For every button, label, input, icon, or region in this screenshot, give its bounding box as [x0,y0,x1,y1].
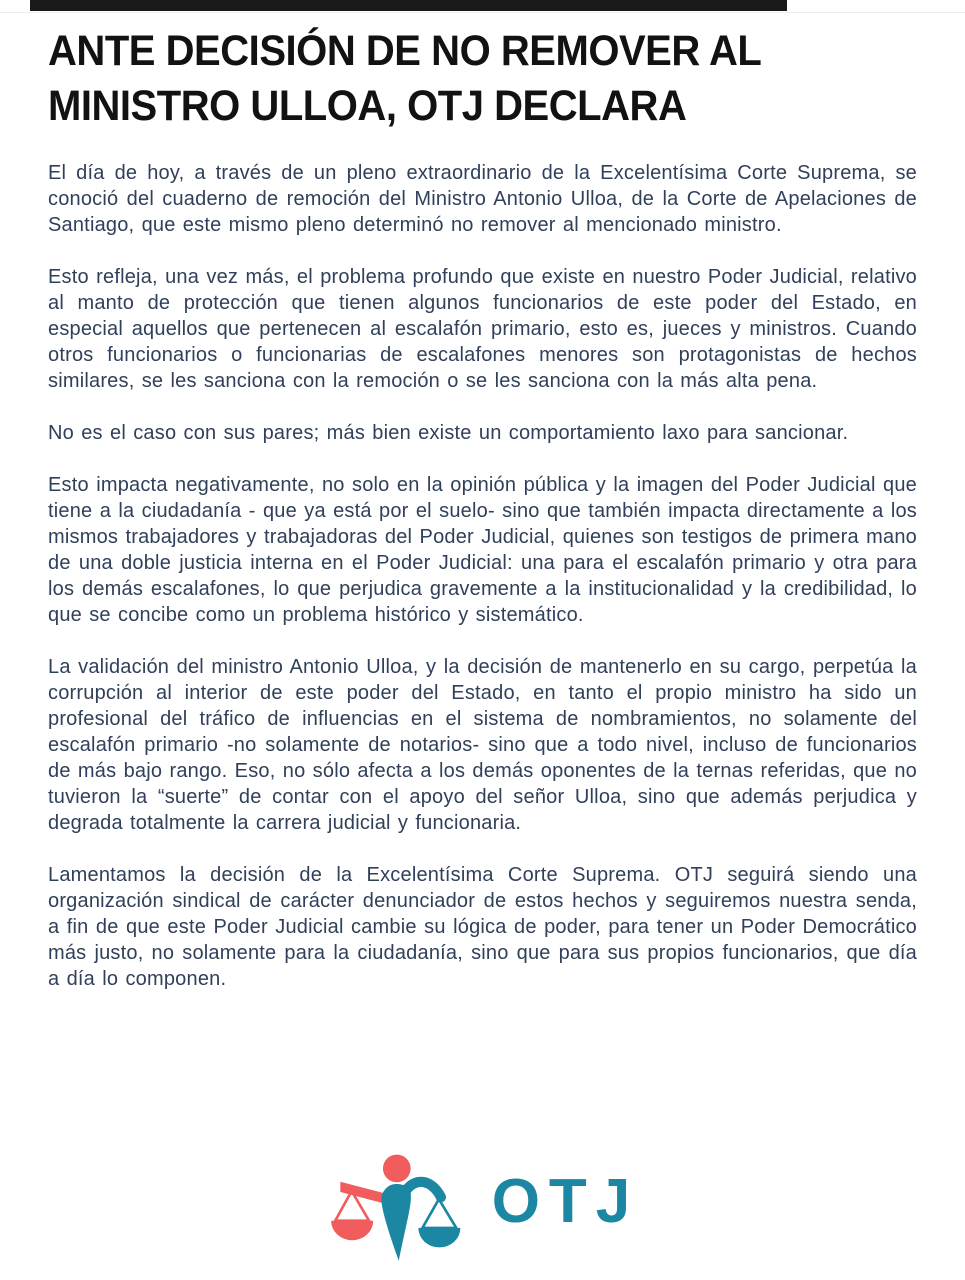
top-hairline-divider [0,12,965,13]
paragraph-5: La validación del ministro Antonio Ulloa, y la decisión de mantenerlo en su cargo, perpetúa la corrupción al interior de este poder del Estado, en tanto el propio ministro ha sido un profesional del tráfico de influencias en el sistema de nombramientos, no solamente del escalafón primario -no solamente de notarios- sino que a todo nivel, incluso de funcionarios de más bajo rango. Eso, no sólo afecta a los demás oponentes de la ternas referidas, que no tuvieron la “suerte” de contar con el apoyo del señor Ulloa, sino que además perjudica y degrada totalmente la carrera judicial y funcionaria. [48,656,917,834]
document-title [48,24,917,134]
otj-logo [0,1152,965,1270]
document-content [48,24,917,1018]
paragraph-4: Esto impacta negativamente, no solo en la opinión pública y la imagen del Poder Judicial que tiene a la ciudadanía - que ya está por el suelo- sino que también impacta directamente a los mismos trabajadores y trabajadoras del Poder Judicial, quienes son testigos de primera mano de una doble justicia interna en el Poder Judicial: una para el escalafón primario y otra para los demás escalafones, lo que perjudica gravemente a la institucionalidad y la credibilidad, lo que se concibe como un problema histórico y sistemático. [48,474,917,626]
scales-of-justice-icon [326,1152,484,1270]
title-line-2: MINISTRO ULLOA, OTJ DECLARA [48,82,687,130]
top-black-bar [30,0,787,11]
paragraph-3: No es el caso con sus pares; más bien existe un comportamiento laxo para sancionar. [48,422,849,444]
document-body [48,160,917,992]
otj-logo-text: OTJ [491,1167,640,1236]
paragraph-2: Esto refleja, una vez más, el problema profundo que existe en nuestro Poder Judicial, relativo al manto de protección que tienen algunos funcionarios de este poder del Estado, en especial aquellos que pertenecen al escalafón primario, esto es, jueces y ministros. Cuando otros funcionarios o funcionarias de escalafones menores son protagonistas de hechos similares, se les sanciona con la remoción o se les sanciona con la más alta pena. [48,266,917,392]
paragraph-6: Lamentamos la decisión de la Excelentísima Corte Suprema. OTJ seguirá siendo una organización sindical de carácter denunciador de estos hechos y seguiremos nuestra senda, a fin de que este Poder Judicial cambie su lógica de poder, para tener un Poder Democrático más justo, no solamente para la ciudadanía, sino que para sus propios funcionarios, que día a día lo componen. [48,864,917,990]
title-line-1: ANTE DECISIÓN DE NO REMOVER AL [48,27,762,75]
paragraph-1: El día de hoy, a través de un pleno extraordinario de la Excelentísima Corte Suprema, se conoció del cuaderno de remoción del Ministro Antonio Ulloa, de la Corte de Apelaciones de Santiago, que este mismo pleno determinó no remover al mencionado ministro. [48,162,917,236]
